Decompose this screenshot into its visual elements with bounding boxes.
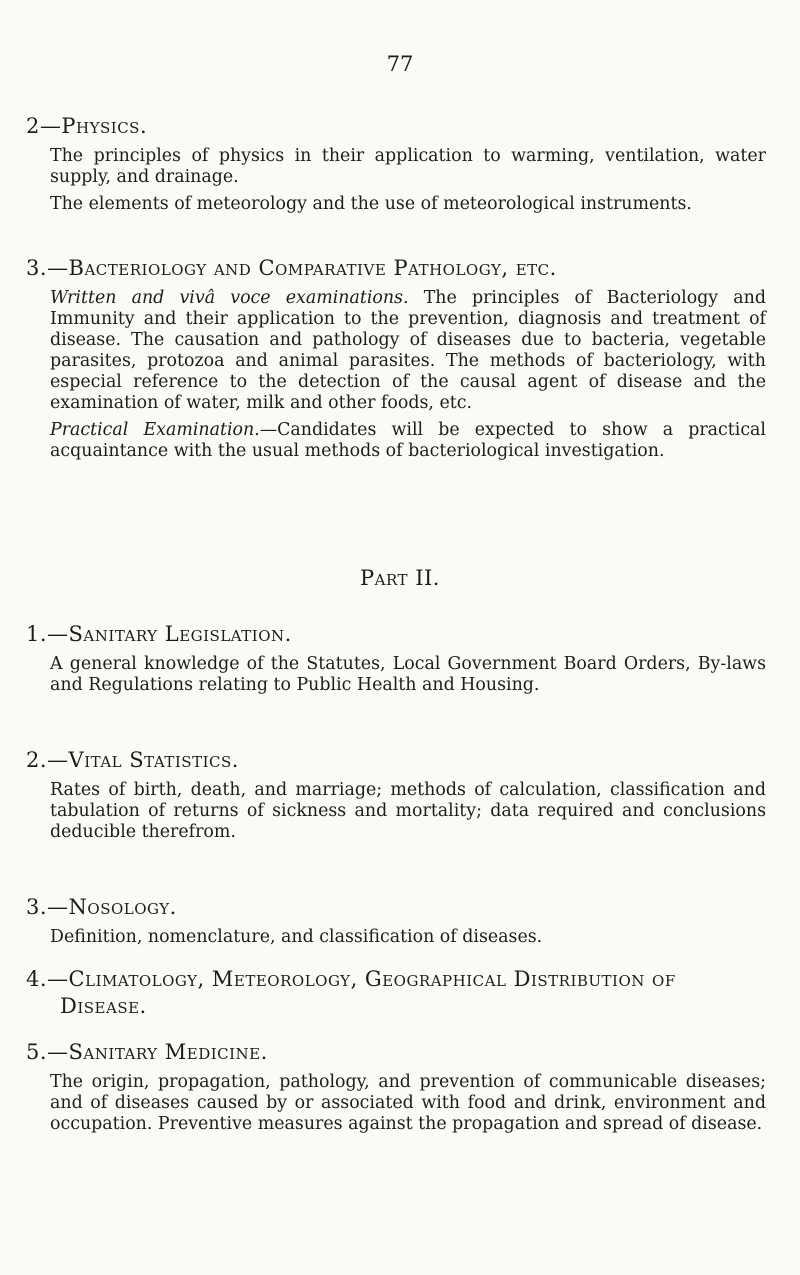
section-number: 3.	[26, 895, 48, 919]
section-number: 1.	[26, 622, 48, 646]
section-title: —Sanitary Legislation.	[47, 622, 292, 646]
paragraph: The principles of physics in their application to warming, ventilation, water supply, and drainage.	[50, 146, 766, 187]
section-number: 3.	[26, 256, 48, 280]
section-legislation	[26, 622, 766, 696]
section-number: 2.	[26, 748, 48, 772]
section-number: 4.	[26, 967, 48, 991]
section-title: —Bacteriology and Comparative Pathology, etc.	[47, 256, 557, 280]
section-nosology	[26, 895, 766, 948]
section-heading	[26, 895, 766, 919]
section-title: —Vital Statistics.	[47, 748, 239, 772]
paragraph	[26, 420, 766, 462]
paragraph: The origin, propagation, pathology, and prevention of communicable diseases; and of diseases caused by or associated with food and drink, environment and occupation. Preventive measures against the propagation and spread of disease.	[50, 1072, 766, 1134]
section-number: 2	[26, 114, 40, 138]
section-heading	[26, 622, 766, 646]
section-number: 5.	[26, 1040, 48, 1064]
paragraph: Rates of birth, death, and marriage; methods of calculation, classification and tabulation of returns of sickness and mortality; data required and conclusions deducible therefrom.	[50, 780, 766, 842]
paragraph-lead: Written and vivâ voce examinations.	[50, 288, 409, 308]
section-vital-statistics	[26, 748, 766, 843]
paragraph: Definition, nomenclature, and classification of diseases.	[50, 927, 543, 947]
section-heading	[26, 966, 766, 1020]
paragraph-lead: Practical Examination.	[50, 420, 260, 440]
section-climatology	[26, 966, 766, 1020]
paragraph: The elements of meteorology and the use of meteorological instruments.	[50, 194, 692, 214]
paragraph-text: The principles of Bacteriology and Immunity and their application to the prevention, diagnosis and treatment of disease. The causation and pathology of diseases due to bacteria, vegetable parasites, protozoa and animal parasites. The methods of bacteriology, with especial reference to the detection of the causal agent of disease and the examination of water, milk and other foods, etc.	[50, 288, 767, 413]
section-title: —Sanitary Medicine.	[47, 1040, 268, 1064]
section-heading	[26, 748, 766, 772]
page-number: 77	[386, 52, 414, 76]
section-heading	[26, 114, 766, 138]
paragraph: A general knowledge of the Statutes, Local Government Board Orders, By-laws and Regulations relating to Public Health and Housing.	[50, 654, 766, 695]
section-sanitary-medicine	[26, 1040, 766, 1135]
section-title: —Climatology, Meteorology, Geographical Distribution of Disease.	[47, 967, 676, 1018]
part-title: Part II.	[360, 566, 440, 590]
section-heading	[26, 256, 766, 280]
section-title: —Nosology.	[47, 895, 177, 919]
section-physics	[26, 114, 766, 215]
paragraph-text: —Candidates will be expected to show a practical acquaintance with the usual methods of bacteriological investigation.	[50, 420, 766, 461]
section-bacteriology	[26, 256, 766, 462]
paragraph	[26, 288, 766, 414]
section-heading	[26, 1040, 766, 1064]
section-title: —Physics.	[39, 114, 148, 138]
